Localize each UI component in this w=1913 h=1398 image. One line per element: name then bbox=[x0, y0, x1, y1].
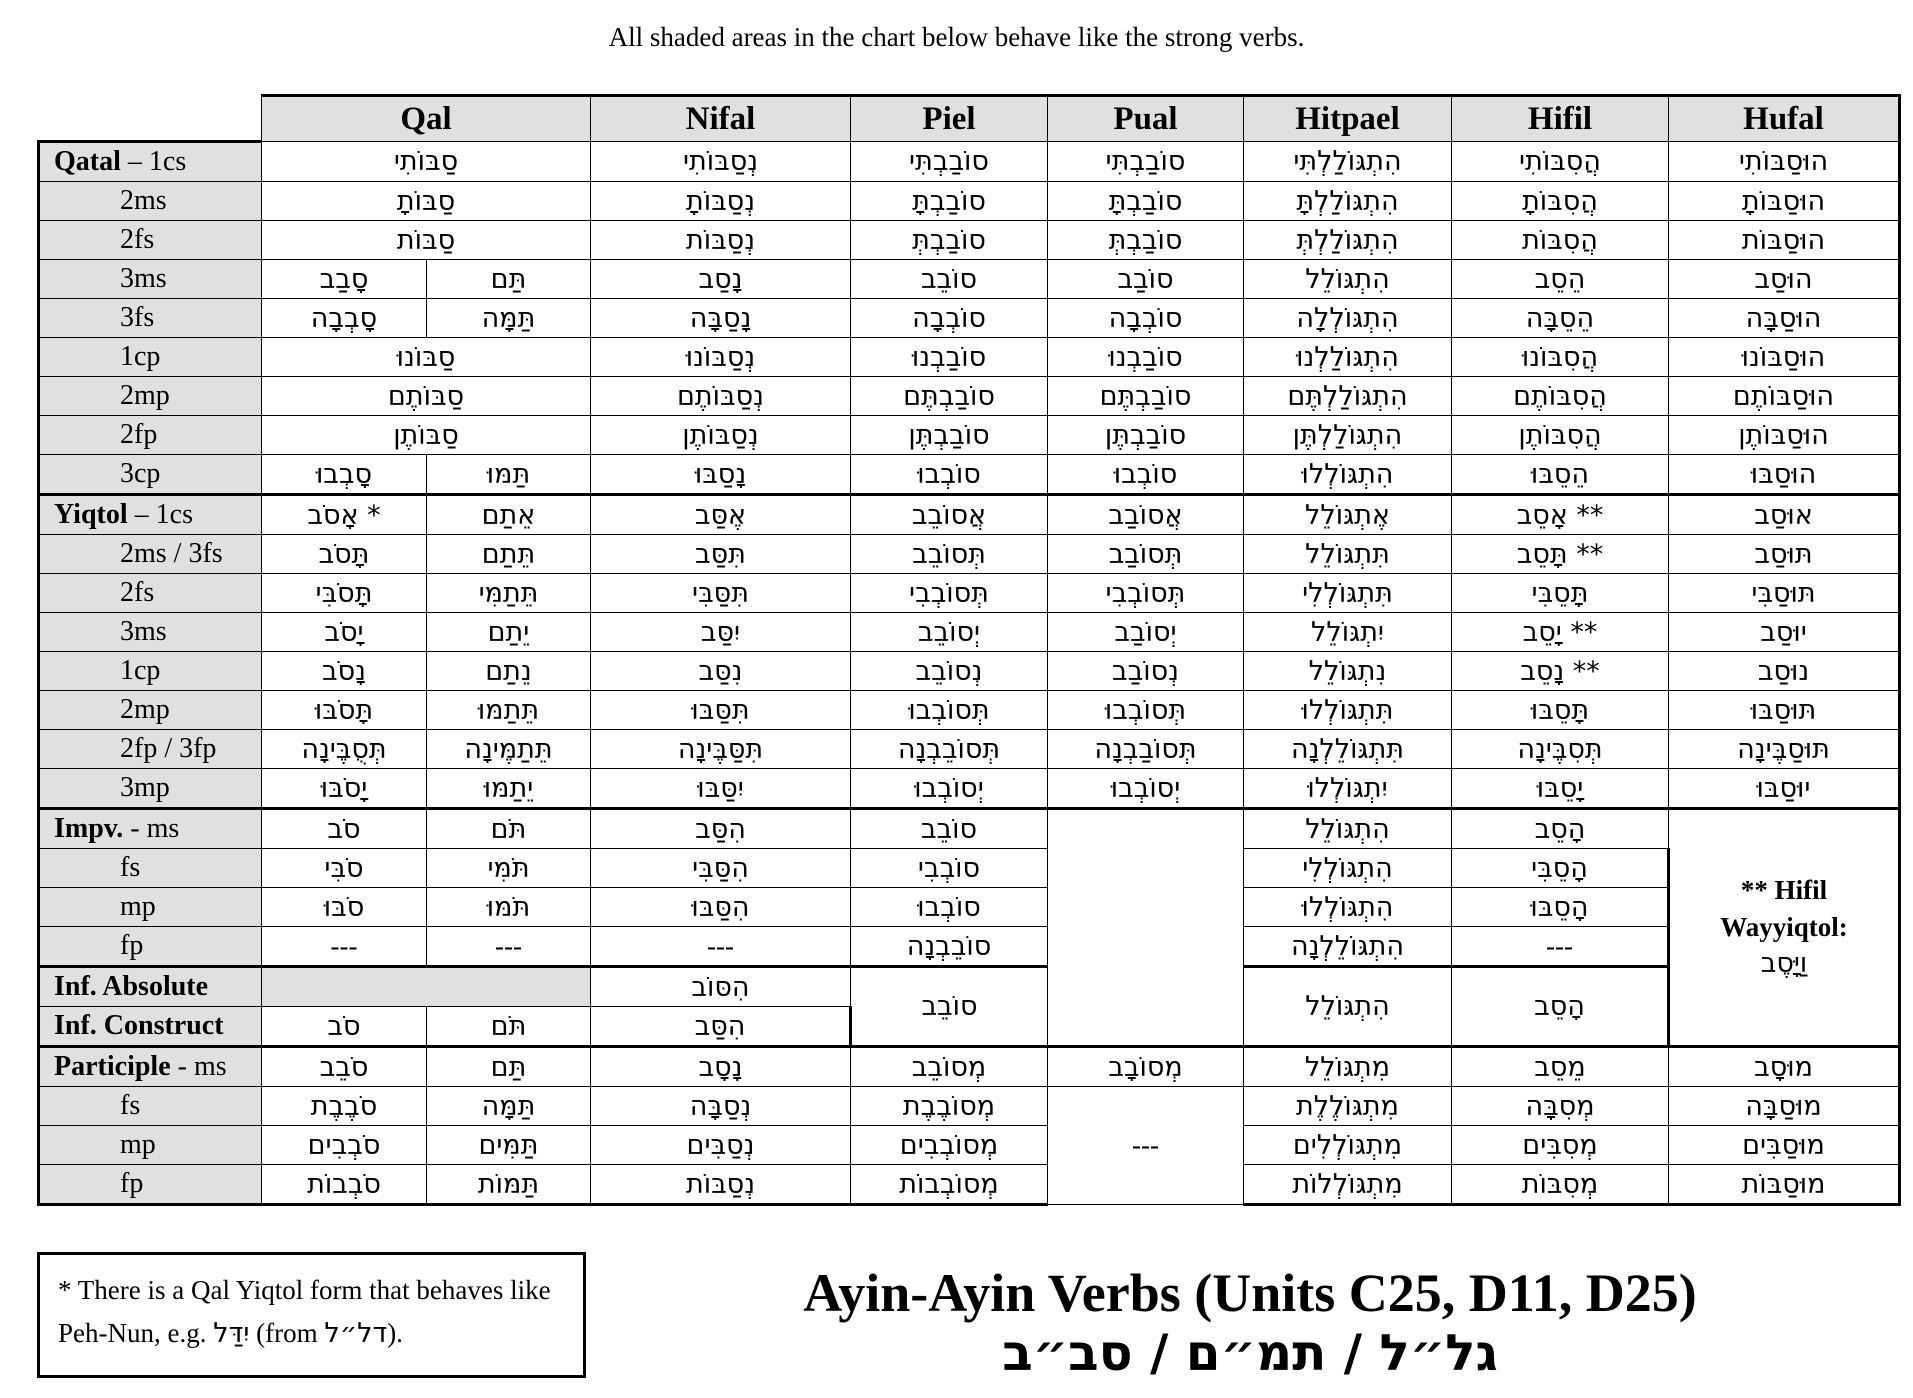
cell-yiqtol-2fs-hifil: תָּסֵבִּי bbox=[1452, 574, 1669, 613]
cell-qatal-2fp-qal: סַבּוֹתֶן bbox=[262, 416, 591, 455]
cell-yiqtol-2fs-pual: תְּסוֹבְבִי bbox=[1048, 574, 1244, 613]
cell-impv-fs-piel: סוֹבְבִי bbox=[851, 849, 1048, 888]
cell-yiqtol-3mp-nifal: יִסַּבּוּ bbox=[591, 769, 851, 809]
cell-inf-con-qal-a: סֹב bbox=[262, 1007, 427, 1047]
cell-yiqtol-2mp-pual: תְּסוֹבְבוּ bbox=[1048, 691, 1244, 730]
row-label-yiqtol-1cs: Yiqtol – 1cs bbox=[39, 495, 262, 535]
cell-yiqtol-1cs-hufal: אוּסַב bbox=[1669, 495, 1900, 535]
cell-inf-con-nifal: הִסַּב bbox=[591, 1007, 851, 1047]
cell-qatal-3ms-pual: סוֹבַב bbox=[1048, 260, 1244, 299]
cell-ptc-fs-piel: מְסוֹבֶבֶת bbox=[851, 1087, 1048, 1126]
header-hufal: Hufal bbox=[1669, 96, 1900, 142]
cell-qatal-3ms-hifil: הֵסֵב bbox=[1452, 260, 1669, 299]
cell-qatal-3ms-hufal: הוּסַב bbox=[1669, 260, 1900, 299]
cell-yiqtol-2mp-hifil: תָּסֵבּוּ bbox=[1452, 691, 1669, 730]
row-label-impv-mp: mp bbox=[39, 888, 262, 927]
cell-qatal-3fs-nifal: נָסַבָּה bbox=[591, 299, 851, 338]
cell-yiqtol-1cp-hufal: נוּסַב bbox=[1669, 652, 1900, 691]
cell-yiqtol-2fs-qal-a: תָּסֹבִּי bbox=[262, 574, 427, 613]
cell-ptc-mp-hufal: מוּסַבִּים bbox=[1669, 1126, 1900, 1165]
cell-yiqtol-2ms3fs-piel: תְּסוֹבֵב bbox=[851, 535, 1048, 574]
cell-ptc-ms-nifal: נָסָב bbox=[591, 1047, 851, 1087]
cell-ptc-mp-qal-a: סֹבְבִים bbox=[262, 1126, 427, 1165]
cell-qatal-3ms-qal-a: סָבַב bbox=[262, 260, 427, 299]
header-hitpael: Hitpael bbox=[1244, 96, 1452, 142]
cell-impv-ms-hitpael: הִתְגּוֹלֵל bbox=[1244, 809, 1452, 849]
cell-qatal-2mp-hufal: הוּסַבּוֹתֶם bbox=[1669, 377, 1900, 416]
cell-yiqtol-1cs-hifil: ** אָסֵב bbox=[1452, 495, 1669, 535]
cell-qatal-1cs-hitpael: הִתְגּוֹלַלְתִּי bbox=[1244, 142, 1452, 182]
table-row bbox=[39, 416, 1900, 455]
cell-ptc-fp-nifal: נְסַבּוֹת bbox=[591, 1165, 851, 1205]
cell-qatal-2fs-piel: סוֹבַבְתְּ bbox=[851, 221, 1048, 260]
cell-qatal-2fs-nifal: נְסַבּוֹת bbox=[591, 221, 851, 260]
cell-inf-con-qal-b: תֹּם bbox=[427, 1007, 591, 1047]
cell-impv-mp-hifil: הָסֵבּוּ bbox=[1452, 888, 1669, 927]
cell-yiqtol-1cs-qal-b: אֵתַם bbox=[427, 495, 591, 535]
cell-ptc-ms-hufal: מוּסָב bbox=[1669, 1047, 1900, 1087]
cell-ptc-fp-hifil: מְסִבּוֹת bbox=[1452, 1165, 1669, 1205]
row-label-inf-construct: Inf. Construct bbox=[39, 1007, 262, 1047]
row-label-yiqtol-2fp-3fp: 2fp / 3fp bbox=[39, 730, 262, 769]
cell-yiqtol-3ms-qal-a: יָסֹב bbox=[262, 613, 427, 652]
cell-qatal-1cs-hufal: הוּסַבּוֹתִי bbox=[1669, 142, 1900, 182]
cell-qatal-3cp-hufal: הוּסַבּוּ bbox=[1669, 455, 1900, 495]
table-row bbox=[39, 1047, 1900, 1087]
table-row bbox=[39, 1165, 1900, 1205]
row-label-yiqtol-2ms-3fs: 2ms / 3fs bbox=[39, 535, 262, 574]
cell-qatal-2ms-qal: סַבּוֹתָ bbox=[262, 182, 591, 221]
cell-ptc-mp-qal-b: תַּמִּים bbox=[427, 1126, 591, 1165]
table-row bbox=[39, 142, 1900, 182]
cell-ptc-ms-qal-a: סֹבֵב bbox=[262, 1047, 427, 1087]
table-row bbox=[39, 377, 1900, 416]
table-row bbox=[39, 967, 1900, 1007]
cell-impv-mp-nifal: הִסַּבּוּ bbox=[591, 888, 851, 927]
cell-impv-fp-piel: סוֹבֵבְנָה bbox=[851, 927, 1048, 967]
table-row bbox=[39, 455, 1900, 495]
cell-yiqtol-3mp-qal-b: יֵתַמּוּ bbox=[427, 769, 591, 809]
cell-ptc-mp-piel: מְסוֹבְבִים bbox=[851, 1126, 1048, 1165]
table-row bbox=[39, 927, 1900, 967]
cell-qatal-3ms-qal-b: תַּם bbox=[427, 260, 591, 299]
cell-qatal-1cs-qal: סַבּוֹתִי bbox=[262, 142, 591, 182]
cell-yiqtol-2ms3fs-hitpael: תִּתְגּוֹלֵל bbox=[1244, 535, 1452, 574]
cell-yiqtol-2fp3fp-pual: תְּסוֹבַבְנָה bbox=[1048, 730, 1244, 769]
cell-yiqtol-2fp3fp-qal-a: תְּסֻבֶּינָה bbox=[262, 730, 427, 769]
cell-qatal-2fs-hifil: הֲסִבּוֹת bbox=[1452, 221, 1669, 260]
table-row bbox=[39, 691, 1900, 730]
cell-qatal-2fp-nifal: נְסַבּוֹתֶן bbox=[591, 416, 851, 455]
cell-ptc-mp-hifil: מְסִבִּים bbox=[1452, 1126, 1669, 1165]
cell-qatal-2mp-hitpael: הִתְגּוֹלַלְתֶּם bbox=[1244, 377, 1452, 416]
cell-impv-mp-qal-b: תֹּמּוּ bbox=[427, 888, 591, 927]
cell-qatal-1cp-hufal: הוּסַבּוֹנוּ bbox=[1669, 338, 1900, 377]
cell-yiqtol-2fs-qal-b: תֵּתַמִּי bbox=[427, 574, 591, 613]
cell-impv-fp-qal-a: --- bbox=[262, 927, 427, 967]
cell-ptc-fp-piel: מְסוֹבְבוֹת bbox=[851, 1165, 1048, 1205]
table-row bbox=[39, 652, 1900, 691]
table-row bbox=[39, 338, 1900, 377]
row-label-qatal-2fs: 2fs bbox=[39, 221, 262, 260]
cell-impv-ms-hifil: הָסֵב bbox=[1452, 809, 1669, 849]
cell-qatal-2mp-hifil: הֲסִבּוֹתֶם bbox=[1452, 377, 1669, 416]
table-row bbox=[39, 299, 1900, 338]
cell-qatal-2fp-piel: סוֹבַבְתֶּן bbox=[851, 416, 1048, 455]
cell-yiqtol-3mp-pual: יְסוֹבְבוּ bbox=[1048, 769, 1244, 809]
cell-qatal-2ms-pual: סוֹבַבְתָּ bbox=[1048, 182, 1244, 221]
cell-yiqtol-3ms-pual: יְסוֹבַב bbox=[1048, 613, 1244, 652]
cell-impv-fs-qal-a: סֹבִּי bbox=[262, 849, 427, 888]
cell-qatal-2mp-piel: סוֹבַבְתֶּם bbox=[851, 377, 1048, 416]
cell-qatal-2fs-hufal: הוּסַבּוֹת bbox=[1669, 221, 1900, 260]
cell-yiqtol-1cs-piel: אֲסוֹבֵב bbox=[851, 495, 1048, 535]
footnote-box: * There is a Qal Yiqtol form that behaves like Peh-Nun, e.g. יִדַּל (from דל״ל). bbox=[37, 1252, 586, 1378]
cell-qatal-2ms-piel: סוֹבַבְתָּ bbox=[851, 182, 1048, 221]
cell-yiqtol-2ms3fs-qal-b: תֵּתַם bbox=[427, 535, 591, 574]
cell-yiqtol-3ms-hitpael: יִתְגּוֹלֵל bbox=[1244, 613, 1452, 652]
row-label-participle-mp: mp bbox=[39, 1126, 262, 1165]
cell-qatal-1cp-hifil: הֲסִבּוֹנוּ bbox=[1452, 338, 1669, 377]
cell-yiqtol-1cs-pual: אֲסוֹבַב bbox=[1048, 495, 1244, 535]
cell-qatal-2fp-hitpael: הִתְגּוֹלַלְתֶּן bbox=[1244, 416, 1452, 455]
cell-yiqtol-2ms3fs-pual: תְּסוֹבַב bbox=[1048, 535, 1244, 574]
cell-qatal-3ms-hitpael: הִתְגּוֹלֵל bbox=[1244, 260, 1452, 299]
cell-yiqtol-3mp-qal-a: יָסֹבּוּ bbox=[262, 769, 427, 809]
cell-yiqtol-1cp-qal-a: נָסֹב bbox=[262, 652, 427, 691]
cell-qatal-1cp-qal: סַבּוֹנוּ bbox=[262, 338, 591, 377]
cell-qatal-3cp-piel: סוֹבְבוּ bbox=[851, 455, 1048, 495]
row-label-qatal-3cp: 3cp bbox=[39, 455, 262, 495]
header-nifal: Nifal bbox=[591, 96, 851, 142]
cell-impv-fp-qal-b: --- bbox=[427, 927, 591, 967]
table-row bbox=[39, 221, 1900, 260]
row-label-inf-absolute: Inf. Absolute bbox=[39, 967, 262, 1007]
cell-yiqtol-1cs-hitpael: אֶתְגּוֹלֵל bbox=[1244, 495, 1452, 535]
cell-yiqtol-2ms3fs-qal-a: תָּסֹב bbox=[262, 535, 427, 574]
cell-qatal-3ms-nifal: נָסַב bbox=[591, 260, 851, 299]
cell-qatal-3fs-qal-b: תַּמָּה bbox=[427, 299, 591, 338]
cell-yiqtol-3mp-hifil: יָסֵבּוּ bbox=[1452, 769, 1669, 809]
cell-impv-ms-nifal: הִסַּב bbox=[591, 809, 851, 849]
cell-qatal-1cp-pual: סוֹבַבְנוּ bbox=[1048, 338, 1244, 377]
cell-ptc-fp-hufal: מוּסַבּוֹת bbox=[1669, 1165, 1900, 1205]
cell-ptc-ms-hitpael: מִתְגּוֹלֵל bbox=[1244, 1047, 1452, 1087]
cell-ptc-mp-hitpael: מִתְגּוֹלְלִים bbox=[1244, 1126, 1452, 1165]
cell-inf-hifil: הָסֵב bbox=[1452, 967, 1669, 1047]
cell-qatal-1cs-pual: סוֹבַבְתִּי bbox=[1048, 142, 1244, 182]
page-subtitle-roots: גל״ל / תמ״ם / סב״ב bbox=[1002, 1324, 1498, 1382]
row-label-qatal-2fp: 2fp bbox=[39, 416, 262, 455]
header-pual: Pual bbox=[1048, 96, 1244, 142]
cell-yiqtol-2fp3fp-piel: תְּסוֹבֵבְנָה bbox=[851, 730, 1048, 769]
table-row bbox=[39, 535, 1900, 574]
cell-qatal-2ms-hifil: הֲסִבּוֹתָ bbox=[1452, 182, 1669, 221]
row-label-impv-fs: fs bbox=[39, 849, 262, 888]
cell-yiqtol-2mp-nifal: תִּסַּבּוּ bbox=[591, 691, 851, 730]
cell-qatal-2mp-qal: סַבּוֹתֶם bbox=[262, 377, 591, 416]
cell-yiqtol-2mp-hufal: תּוּסַבּוּ bbox=[1669, 691, 1900, 730]
cell-yiqtol-3mp-hitpael: יִתְגּוֹלְלוּ bbox=[1244, 769, 1452, 809]
cell-yiqtol-1cs-qal-a: * אָסֹב bbox=[262, 495, 427, 535]
row-label-qatal-3fs: 3fs bbox=[39, 299, 262, 338]
header-piel: Piel bbox=[851, 96, 1048, 142]
page-title: Ayin-Ayin Verbs (Units C25, D11, D25) bbox=[803, 1263, 1697, 1323]
cell-ptc-ms-hifil: מֵסֵב bbox=[1452, 1047, 1669, 1087]
cell-ptc-fs-hifil: מְסִבָּה bbox=[1452, 1087, 1669, 1126]
cell-inf-hitpael: הִתְגּוֹלֵל bbox=[1244, 967, 1452, 1047]
footnote-text: * There is a Qal Yiqtol form that behaves like Peh-Nun, e.g. bbox=[58, 1275, 551, 1349]
cell-qatal-3fs-qal-a: סָבְבָה bbox=[262, 299, 427, 338]
cell-ptc-ms-pual: מְסוֹבָב bbox=[1048, 1047, 1244, 1087]
cell-impv-mp-piel: סוֹבְבוּ bbox=[851, 888, 1048, 927]
cell-yiqtol-2fs-piel: תְּסוֹבְבִי bbox=[851, 574, 1048, 613]
header-hifil: Hifil bbox=[1452, 96, 1669, 142]
cell-qatal-3cp-pual: סוֹבְבוּ bbox=[1048, 455, 1244, 495]
cell-qatal-3cp-qal-b: תַּמּוּ bbox=[427, 455, 591, 495]
table-row bbox=[39, 769, 1900, 809]
table-row bbox=[39, 495, 1900, 535]
cell-impv-ms-piel: סוֹבֵב bbox=[851, 809, 1048, 849]
row-label-impv-ms: Impv. - ms bbox=[39, 809, 262, 849]
cell-qatal-2mp-nifal: נְסַבּוֹתֶם bbox=[591, 377, 851, 416]
cell-qatal-1cp-piel: סוֹבַבְנוּ bbox=[851, 338, 1048, 377]
cell-yiqtol-3ms-qal-b: יֵתַם bbox=[427, 613, 591, 652]
cell-qatal-3fs-hufal: הוּסַבָּה bbox=[1669, 299, 1900, 338]
table-row bbox=[39, 730, 1900, 769]
row-label-qatal-3ms: 3ms bbox=[39, 260, 262, 299]
cell-qatal-1cs-piel: סוֹבַבְתִּי bbox=[851, 142, 1048, 182]
cell-qatal-3fs-hitpael: הִתְגּוֹלְלָה bbox=[1244, 299, 1452, 338]
cell-qatal-2fp-hufal: הוּסַבּוֹתֶן bbox=[1669, 416, 1900, 455]
row-label-qatal-2ms: 2ms bbox=[39, 182, 262, 221]
cell-yiqtol-1cp-hitpael: נִתְגּוֹלֵל bbox=[1244, 652, 1452, 691]
cell-yiqtol-2ms3fs-hufal: תּוּסַב bbox=[1669, 535, 1900, 574]
cell-yiqtol-1cp-piel: נְסוֹבֵב bbox=[851, 652, 1048, 691]
row-label-yiqtol-3ms: 3ms bbox=[39, 613, 262, 652]
cell-qatal-3cp-hifil: הֵסֵבּוּ bbox=[1452, 455, 1669, 495]
cell-qatal-2fs-pual: סוֹבַבְתְּ bbox=[1048, 221, 1244, 260]
row-label-yiqtol-1cp: 1cp bbox=[39, 652, 262, 691]
cell-ptc-fs-hufal: מוּסַבָּה bbox=[1669, 1087, 1900, 1126]
table-row bbox=[39, 182, 1900, 221]
cell-qatal-3cp-nifal: נָסַבּוּ bbox=[591, 455, 851, 495]
row-label-qatal-2mp: 2mp bbox=[39, 377, 262, 416]
cell-yiqtol-2fs-nifal: תִּסַּבִּי bbox=[591, 574, 851, 613]
cell-qatal-2mp-pual: סוֹבַבְתֶּם bbox=[1048, 377, 1244, 416]
cell-ptc-fs-qal-a: סֹבֶבֶת bbox=[262, 1087, 427, 1126]
cell-ptc-pual-plural: --- bbox=[1048, 1087, 1244, 1205]
table-row bbox=[39, 1126, 1900, 1165]
cell-yiqtol-2fp3fp-nifal: תִּסַּבֶּינָה bbox=[591, 730, 851, 769]
row-label-qatal-1cp: 1cp bbox=[39, 338, 262, 377]
cell-qatal-1cp-nifal: נְסַבּוֹנוּ bbox=[591, 338, 851, 377]
cell-qatal-2fp-pual: סוֹבַבְתֶּן bbox=[1048, 416, 1244, 455]
cell-yiqtol-3ms-piel: יְסוֹבֵב bbox=[851, 613, 1048, 652]
cell-ptc-fp-qal-b: תַּמּוֹת bbox=[427, 1165, 591, 1205]
cell-yiqtol-3ms-hifil: ** יָסֵב bbox=[1452, 613, 1669, 652]
table-corner bbox=[39, 96, 262, 142]
chart-note: All shaded areas in the chart below behave like the strong verbs. bbox=[608, 22, 1305, 52]
cell-yiqtol-1cp-nifal: נִסַּב bbox=[591, 652, 851, 691]
cell-qatal-2ms-nifal: נְסַבּוֹתָ bbox=[591, 182, 851, 221]
cell-yiqtol-3ms-nifal: יִסַּב bbox=[591, 613, 851, 652]
header-qal: Qal bbox=[262, 96, 591, 142]
table-row bbox=[39, 849, 1900, 888]
cell-ptc-ms-piel: מְסוֹבֵב bbox=[851, 1047, 1048, 1087]
pual-impv-inf-empty bbox=[1048, 809, 1244, 1047]
footnote-hebrew-root: דל״ל bbox=[324, 1318, 388, 1350]
cell-qatal-1cs-nifal: נְסַבּוֹתִי bbox=[591, 142, 851, 182]
cell-yiqtol-2mp-qal-b: תֵּתַמּוּ bbox=[427, 691, 591, 730]
cell-yiqtol-1cp-pual: נְסוֹבַב bbox=[1048, 652, 1244, 691]
cell-impv-ms-qal-a: סֹב bbox=[262, 809, 427, 849]
table-row bbox=[39, 1087, 1900, 1126]
cell-ptc-fs-nifal: נְסַבָּה bbox=[591, 1087, 851, 1126]
cell-qatal-2fp-hifil: הֲסִבּוֹתֶן bbox=[1452, 416, 1669, 455]
footnote-hebrew-example: יִדַּל bbox=[213, 1318, 250, 1350]
cell-impv-mp-qal-a: סֹבּוּ bbox=[262, 888, 427, 927]
cell-qatal-2fs-qal: סַבּוֹת bbox=[262, 221, 591, 260]
cell-yiqtol-2ms3fs-nifal: תִּסַּב bbox=[591, 535, 851, 574]
cell-yiqtol-2fs-hufal: תּוּסַבִּי bbox=[1669, 574, 1900, 613]
row-label-impv-fp: fp bbox=[39, 927, 262, 967]
cell-inf-abs-nifal: הִסּוֹב bbox=[591, 967, 851, 1007]
cell-yiqtol-1cp-hifil: ** נָסֵב bbox=[1452, 652, 1669, 691]
table-row bbox=[39, 574, 1900, 613]
cell-inf-piel: סוֹבֵב bbox=[851, 967, 1048, 1047]
cell-qatal-1cp-hitpael: הִתְגּוֹלַלְנוּ bbox=[1244, 338, 1452, 377]
cell-qatal-3fs-pual: סוֹבְבָה bbox=[1048, 299, 1244, 338]
hifil-wayyiqtol-note: ** Hifil Wayyiqtol: וַיָּסֶב bbox=[1669, 809, 1900, 1047]
table-row bbox=[39, 888, 1900, 927]
cell-ptc-fs-qal-b: תַּמָּה bbox=[427, 1087, 591, 1126]
row-label-participle-fp: fp bbox=[39, 1165, 262, 1205]
cell-yiqtol-2fp3fp-hitpael: תִּתְגּוֹלֵלְנָה bbox=[1244, 730, 1452, 769]
cell-yiqtol-1cs-nifal: אֶסַּב bbox=[591, 495, 851, 535]
cell-yiqtol-2mp-qal-a: תָּסֹבּוּ bbox=[262, 691, 427, 730]
cell-qatal-2fs-hitpael: הִתְגּוֹלַלְתְּ bbox=[1244, 221, 1452, 260]
cell-yiqtol-2mp-hitpael: תִּתְגּוֹלְלוּ bbox=[1244, 691, 1452, 730]
cell-impv-fp-nifal: --- bbox=[591, 927, 851, 967]
cell-qatal-3cp-hitpael: הִתְגּוֹלְלוּ bbox=[1244, 455, 1452, 495]
table-row bbox=[39, 260, 1900, 299]
cell-impv-fp-hitpael: הִתְגּוֹלֵלְנָה bbox=[1244, 927, 1452, 967]
cell-impv-fs-nifal: הִסַּבִּי bbox=[591, 849, 851, 888]
cell-ptc-fs-hitpael: מִתְגּוֹלֶלֶת bbox=[1244, 1087, 1452, 1126]
cell-ptc-mp-nifal: נְסַבִּים bbox=[591, 1126, 851, 1165]
table-row bbox=[39, 613, 1900, 652]
cell-yiqtol-2fp3fp-hufal: תּוּסַבֶּינָה bbox=[1669, 730, 1900, 769]
cell-qatal-2ms-hitpael: הִתְגּוֹלַלְתָּ bbox=[1244, 182, 1452, 221]
cell-qatal-3fs-piel: סוֹבְבָה bbox=[851, 299, 1048, 338]
cell-qatal-1cs-hifil: הֲסִבּוֹתִי bbox=[1452, 142, 1669, 182]
cell-qatal-3fs-hifil: הֵסֵבָּה bbox=[1452, 299, 1669, 338]
cell-impv-fs-hitpael: הִתְגּוֹלְלִי bbox=[1244, 849, 1452, 888]
row-label-participle-fs: fs bbox=[39, 1087, 262, 1126]
row-label-yiqtol-2mp: 2mp bbox=[39, 691, 262, 730]
cell-yiqtol-3mp-hufal: יוּסַבּוּ bbox=[1669, 769, 1900, 809]
row-label-participle-ms: Participle - ms bbox=[39, 1047, 262, 1087]
cell-qatal-2ms-hufal: הוּסַבּוֹתָ bbox=[1669, 182, 1900, 221]
cell-yiqtol-2mp-piel: תְּסוֹבְבוּ bbox=[851, 691, 1048, 730]
cell-yiqtol-1cp-qal-b: נֵתַם bbox=[427, 652, 591, 691]
cell-yiqtol-3ms-hufal: יוּסַב bbox=[1669, 613, 1900, 652]
cell-qatal-3ms-piel: סוֹבֵב bbox=[851, 260, 1048, 299]
cell-yiqtol-2fp3fp-qal-b: תֵּתַמֶּינָה bbox=[427, 730, 591, 769]
cell-impv-fp-hifil: --- bbox=[1452, 927, 1669, 967]
cell-yiqtol-2fp3fp-hifil: תְּסִבֶּינָה bbox=[1452, 730, 1669, 769]
cell-yiqtol-3mp-piel: יְסוֹבְבוּ bbox=[851, 769, 1048, 809]
cell-impv-fs-qal-b: תֹּמִּי bbox=[427, 849, 591, 888]
cell-inf-abs-qal-shaded bbox=[262, 967, 591, 1007]
table-row bbox=[39, 809, 1900, 849]
row-label-yiqtol-2fs: 2fs bbox=[39, 574, 262, 613]
cell-yiqtol-2fs-hitpael: תִּתְגּוֹלְלִי bbox=[1244, 574, 1452, 613]
cell-impv-ms-qal-b: תֹּם bbox=[427, 809, 591, 849]
cell-impv-mp-hitpael: הִתְגּוֹלְלוּ bbox=[1244, 888, 1452, 927]
cell-ptc-ms-qal-b: תַּם bbox=[427, 1047, 591, 1087]
row-label-yiqtol-3mp: 3mp bbox=[39, 769, 262, 809]
row-label-qatal-1cs: Qatal – 1cs bbox=[39, 142, 262, 182]
cell-qatal-3cp-qal-a: סָבְבוּ bbox=[262, 455, 427, 495]
cell-yiqtol-2ms3fs-hifil: ** תָּסֵב bbox=[1452, 535, 1669, 574]
paradigm-table bbox=[37, 94, 1901, 1206]
cell-ptc-fp-qal-a: סֹבְבוֹת bbox=[262, 1165, 427, 1205]
cell-impv-fs-hifil: הָסֵבִּי bbox=[1452, 849, 1669, 888]
cell-ptc-fp-hitpael: מִתְגּוֹלְלוֹת bbox=[1244, 1165, 1452, 1205]
